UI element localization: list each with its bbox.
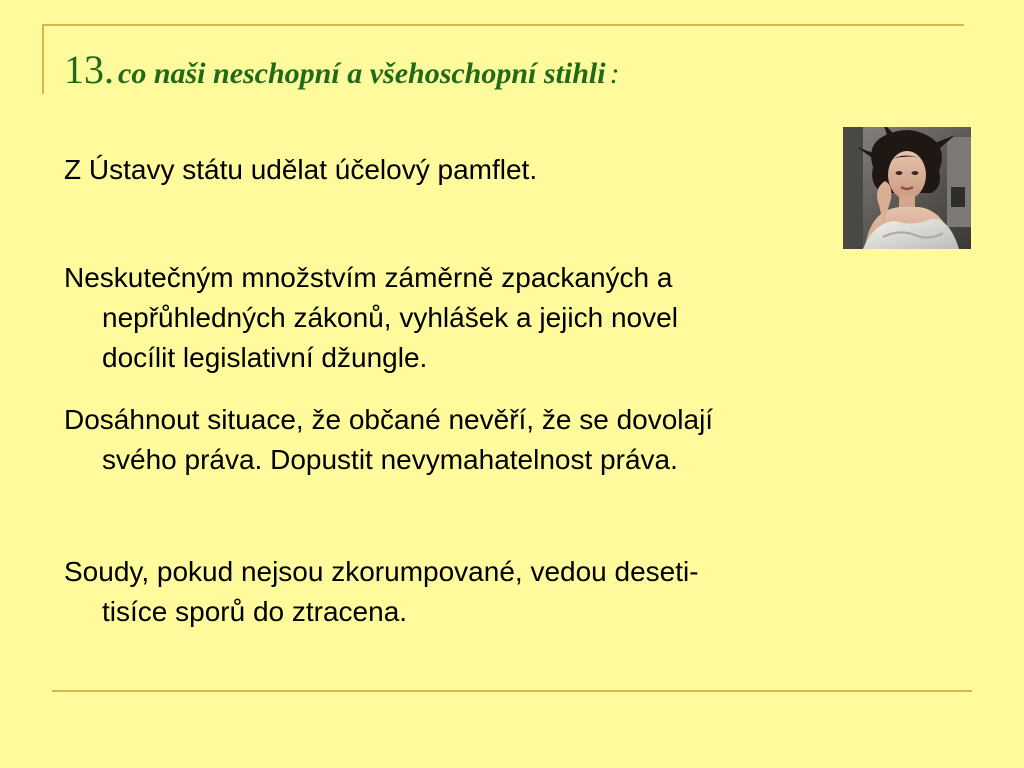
paragraph-2-line-2: nepřůhledných zákonů, vyhlášek a jejich novel: [102, 302, 678, 333]
paragraph-1: [64, 150, 944, 190]
paragraph-3: [64, 400, 944, 480]
paragraph-3-line-2: svého práva. Dopustit nevymahatelnost práva.: [102, 444, 678, 475]
paragraph-4-line-1: Soudy, pokud nejsou zkorumpované, vedou deseti-: [64, 556, 699, 587]
frame-bottom-line: [52, 690, 972, 692]
paragraph-2: [64, 258, 944, 378]
frame-top-line: [42, 24, 964, 26]
title-text: co naši neschopní a všehoschopní stihli: [118, 57, 606, 90]
paragraph-4-line-2: tisíce sporů do ztracena.: [102, 596, 408, 627]
slide-title: [64, 46, 620, 93]
paragraph-1-line-1: Z Ústavy státu udělat účelový pamflet.: [64, 154, 538, 185]
title-number: 13.: [64, 47, 114, 92]
paragraph-3-line-1: Dosáhnout situace, že občané nevěří, že se dovolají: [64, 404, 714, 435]
paragraph-2-line-3: docílit legislativní džungle.: [102, 342, 428, 373]
title-colon: :: [609, 57, 620, 90]
frame-left-line: [42, 24, 44, 94]
paragraph-2-line-1: Neskutečným množstvím záměrně zpackaných a: [64, 262, 673, 293]
paragraph-4: [64, 552, 944, 632]
